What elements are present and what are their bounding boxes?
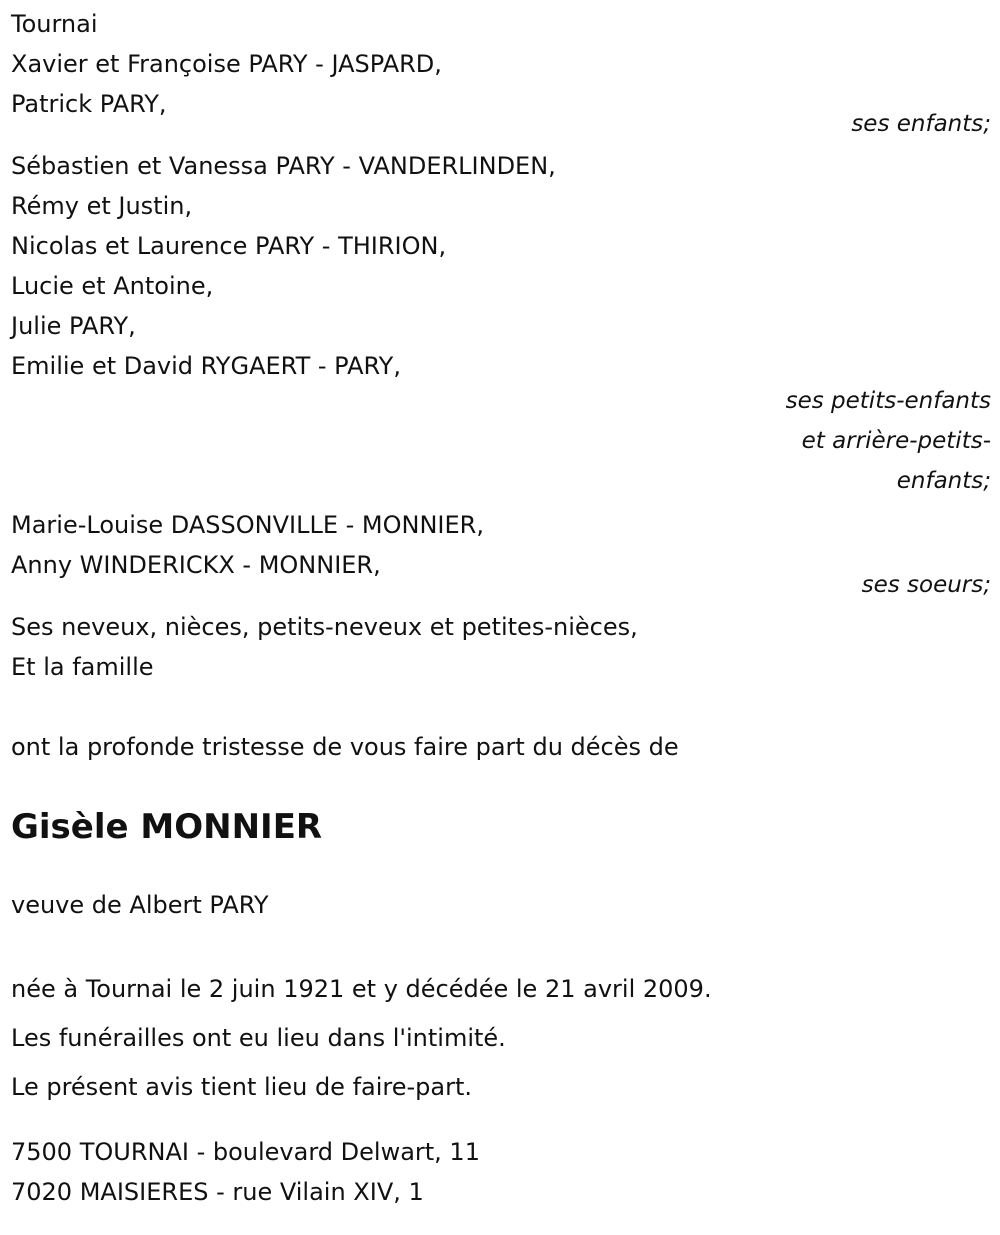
grandchildren-role-line: ses petits-enfants <box>785 388 991 414</box>
announcement-section <box>11 727 991 767</box>
grandchild-name: Nicolas et Laurence PARY - THIRION, <box>11 232 447 260</box>
grandchild-name: Emilie et David RYGAERT - PARY, <box>11 352 401 380</box>
sister-name: Marie-Louise DASSONVILLE - MONNIER, <box>11 511 484 539</box>
children-role-label: ses enfants; <box>851 111 991 137</box>
address-line: 7020 MAISIERES - rue Vilain XIV, 1 <box>11 1178 424 1206</box>
details-section <box>11 965 991 1112</box>
family-section <box>11 607 991 687</box>
detail-line: née à Tournai le 2 juin 1921 et y décédée le 21 avril 2009. <box>11 975 712 1003</box>
grandchild-name: Julie PARY, <box>11 312 136 340</box>
detail-line: Les funérailles ont eu lieu dans l'intimité. <box>11 1024 506 1052</box>
family-line: Ses neveux, nièces, petits-neveux et petites-nièces, <box>11 613 638 641</box>
grandchildren-role-line: enfants; <box>896 468 991 494</box>
header-section <box>11 4 991 44</box>
announcement-text: ont la profonde tristesse de vous faire part du décès de <box>11 733 679 761</box>
widow-of-text: veuve de Albert PARY <box>11 891 269 919</box>
grandchild-name: Lucie et Antoine, <box>11 272 214 300</box>
sisters-section <box>11 505 991 605</box>
widow-section <box>11 885 991 925</box>
child-name: Patrick PARY, <box>11 90 167 118</box>
grandchildren-section <box>11 146 991 501</box>
sister-name: Anny WINDERICKX - MONNIER, <box>11 551 381 579</box>
family-line: Et la famille <box>11 653 154 681</box>
deceased-name: Gisèle MONNIER <box>11 807 323 847</box>
child-name: Xavier et Françoise PARY - JASPARD, <box>11 50 442 78</box>
grandchild-name: Sébastien et Vanessa PARY - VANDERLINDEN, <box>11 152 556 180</box>
obituary-notice <box>11 4 991 1212</box>
address-line: 7500 TOURNAI - boulevard Delwart, 11 <box>11 1138 480 1166</box>
grandchild-name: Rémy et Justin, <box>11 192 193 220</box>
addresses-section <box>11 1132 991 1212</box>
grandchildren-role-line: et arrière-petits- <box>801 428 991 454</box>
city-heading: Tournai <box>11 10 98 38</box>
sisters-role-label: ses soeurs; <box>861 572 991 598</box>
grandchildren-role-label <box>11 381 991 501</box>
children-section <box>11 44 991 144</box>
detail-line: Le présent avis tient lieu de faire-part. <box>11 1073 473 1101</box>
